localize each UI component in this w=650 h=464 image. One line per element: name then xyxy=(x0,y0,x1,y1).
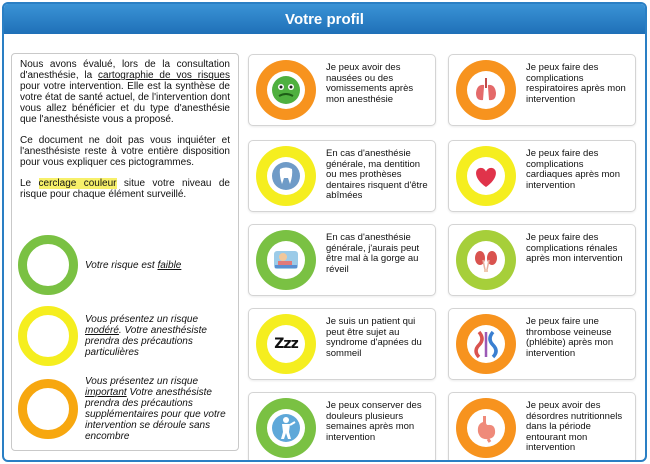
risk-card-text: En cas d'anesthésie générale, ma dentition ou mes prothèses dentaires risquent d'être abîmées xyxy=(326,148,428,201)
risk-ring xyxy=(456,314,516,374)
kidneys-icon xyxy=(467,241,505,279)
risk-card-nausea xyxy=(248,54,436,126)
risk-card-text: Je peux faire des complications respiratoires après mon intervention xyxy=(526,62,626,105)
title-bar xyxy=(4,4,645,34)
intro-text: Le xyxy=(20,178,39,189)
risk-card-respiratory xyxy=(448,54,636,126)
risk-map-link: cartographie de vos risques xyxy=(98,70,230,81)
legend-text: Vous présentez un risque modéré. Votre anesthésiste prendra des précautions particulières xyxy=(85,314,207,358)
intro-text: Nous avons évalué, lors de la consultation d'anesthésie, la xyxy=(20,59,230,81)
stomach-icon xyxy=(467,409,505,447)
intro-paragraph-1 xyxy=(20,59,230,125)
risk-card-text: Je peux faire des complications rénales après mon intervention xyxy=(526,232,623,264)
veins-icon xyxy=(467,325,505,363)
risk-card-cardiac xyxy=(448,140,636,212)
sleep-icon: Zzz xyxy=(267,325,305,363)
lungs-icon xyxy=(467,71,505,109)
risk-ring xyxy=(456,230,516,290)
risk-card-text: Je peux avoir des nausées ou des vomissements après mon anesthésie xyxy=(326,62,414,105)
risk-card-sleep-apnea xyxy=(248,308,436,380)
risk-card-text: Je peux conserver des douleurs plusieurs semaines après mon intervention xyxy=(326,400,422,443)
intro-panel xyxy=(11,53,239,451)
risk-card-text: En cas d'anesthésie générale, j'aurais peut être mal à la gorge au réveil xyxy=(326,232,420,275)
heart-icon xyxy=(467,157,505,195)
risk-ring xyxy=(256,398,316,458)
risk-card-thrombosis xyxy=(448,308,636,380)
orange-ring-icon xyxy=(18,379,78,439)
legend-moderate xyxy=(18,306,233,366)
green-ring-icon xyxy=(18,235,78,295)
risk-card-teeth xyxy=(248,140,436,212)
risk-ring xyxy=(456,60,516,120)
intro-text: situe votre niveau de risque pour chaque élément surveillé. xyxy=(20,178,230,200)
highlight-text: cerclage couleur xyxy=(38,178,117,189)
intro-paragraph-3 xyxy=(20,178,230,200)
risk-ring xyxy=(256,146,316,206)
page-title: Votre profil xyxy=(285,10,364,28)
risk-card-renal xyxy=(448,224,636,296)
pain-icon xyxy=(267,409,305,447)
yellow-ring-icon xyxy=(18,306,78,366)
tooth-icon xyxy=(267,157,305,195)
risk-card-pain xyxy=(248,392,436,462)
risk-ring xyxy=(256,230,316,290)
risk-card-text: Je peux faire des complications cardiaques après mon intervention xyxy=(526,148,620,191)
risk-ring xyxy=(456,146,516,206)
risk-ring xyxy=(256,60,316,120)
nausea-icon xyxy=(267,71,305,109)
legend-text: Vous présentez un risque important Votre anesthésiste prendra des précautions supplémentaires pour que votre intervention se déroule sans encombre xyxy=(85,376,226,442)
profile-window xyxy=(2,2,647,462)
risk-card-text: Je peux faire une thrombose veineuse (phlébite) après mon intervention xyxy=(526,316,614,359)
legend-low xyxy=(18,235,233,295)
intro-text: pour votre intervention. Elle est la synthèse de votre état de santé actuel, de l'intervention dont vous allez bénéficier et du type d'anesthésie que l'anesthésiste vous a proposé. xyxy=(20,81,230,125)
risk-ring xyxy=(456,398,516,458)
intro-paragraph-2: Ce document ne doit pas vous inquiéter et l'anesthésiste reste à votre entière disposition pour vous expliquer ces pictogrammes. xyxy=(20,135,230,168)
legend-text: Votre risque est faible xyxy=(85,259,182,271)
risk-card-throat xyxy=(248,224,436,296)
risk-ring xyxy=(256,314,316,374)
risk-card-nutrition xyxy=(448,392,636,462)
throat-icon xyxy=(267,241,305,279)
legend-high xyxy=(18,376,233,442)
risk-card-text: Je suis un patient qui peut être sujet au syndrome d'apnées du sommeil xyxy=(326,316,422,359)
risk-card-text: Je peux avoir des désordres nutritionnels dans la période entourant mon intervention xyxy=(526,400,623,453)
